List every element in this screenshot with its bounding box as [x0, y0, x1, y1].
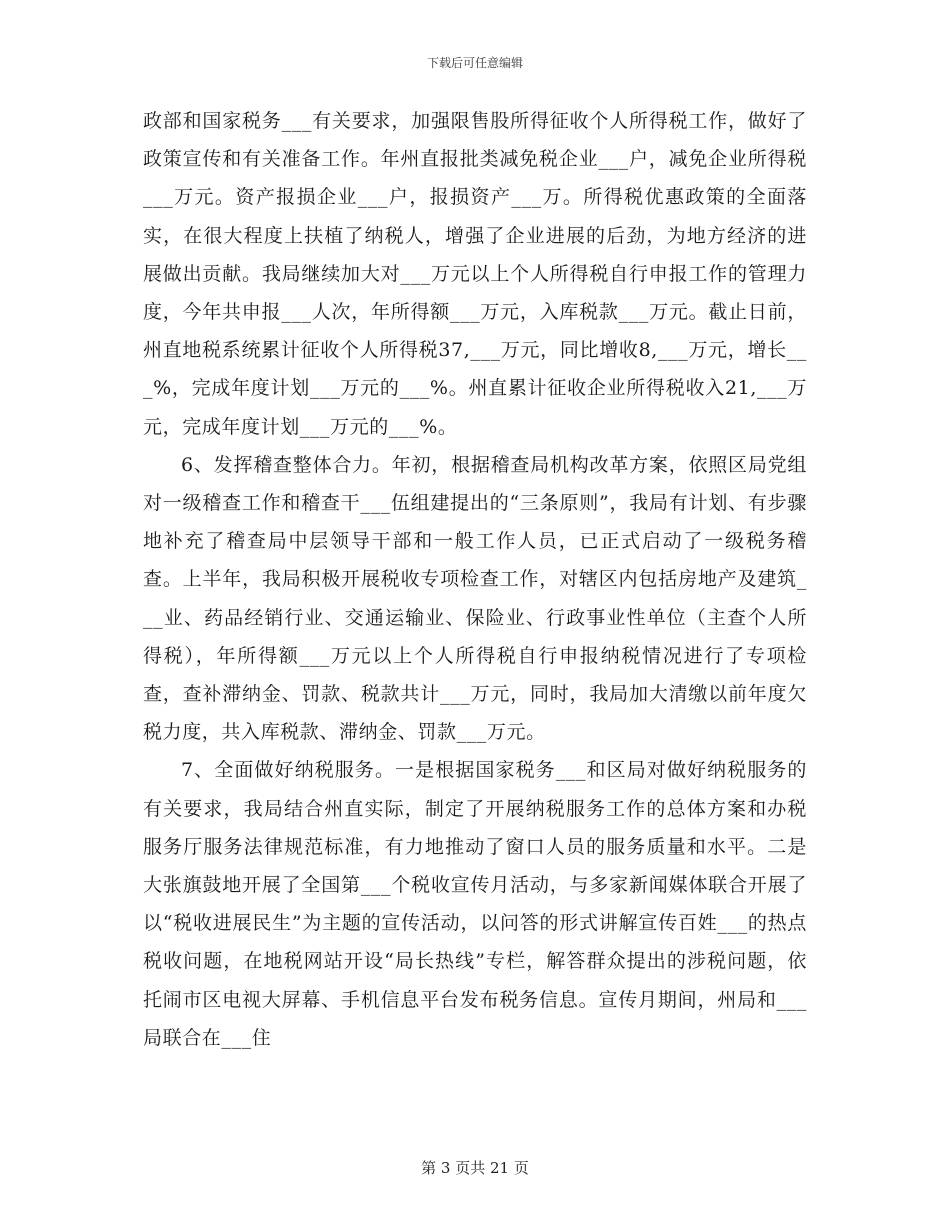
page-header: 下载后可任意编辑	[426, 56, 523, 70]
paragraph-item-7: 7、全面做好纳税服务。一是根据国家税务___和区局对做好纳税服务的有关要求，我局结合州直实际，制定了开展纳税服务工作的总体方案和办税服务厅服务法律规范标准，有力地推动了窗口人员的服务质量和水平。二是大张旗鼓地开展了全国第___个税收宣传月活动，与多家新闻媒体联合开展了以“税收进展民生”为主题的宣传活动，以问答的形式讲解宣传百姓___的热点税收问题，在地税网站开设“局长热线”专栏，解答群众提出的涉税问题，依托闹市区电视大屏幕、手机信息平台发布税务信息。宣传月期间，州局和___局联合在___住	[143, 759, 807, 1049]
page-number: 第 3 页共 21 页	[421, 1159, 529, 1177]
document-body	[143, 102, 807, 1057]
paragraph-continuation: 政部和国家税务___有关要求，加强限售股所得征收个人所得税工作，做好了政策宣传和有关准备工作。年州直报批类减免税企业___户，减免企业所得税___万元。资产报损企业___户，报损资产___万。所得税优惠政策的全面落实，在很大程度上扶植了纳税人，增强了企业进展的后劲，为地方经济的进展做出贡献。我局继续加大对___万元以上个人所得税自行申报工作的管理力度，今年共申报___人次，年所得额___万元，入库税款___万元。截止日前，州直地税系统累计征收个人所得税37,___万元，同比增收8,___万元，增长___%，完成年度计划___万元的___%。州直累计征收企业所得税收入21,___万元，完成年度计划___万元的___%。	[143, 110, 807, 438]
paragraph-item-6: 6、发挥稽查整体合力。年初，根据稽查局机构改革方案，依照区局党组对一级稽查工作和稽查干___伍组建提出的“三条原则”，我局有计划、有步骤地补充了稽查局中层领导干部和一般工作人员，已正式启动了一级税务稽查。上半年，我局积极开展税收专项检查工作，对辖区内包括房地产及建筑___业、药品经销行业、交通运输业、保险业、行政事业性单位（主查个人所得税），年所得额___万元以上个人所得税自行申报纳税情况进行了专项检查，查补滞纳金、罚款、税款共计___万元，同时，我局加大清缴以前年度欠税力度，共入库税款、滞纳金、罚款___万元。	[143, 453, 807, 744]
